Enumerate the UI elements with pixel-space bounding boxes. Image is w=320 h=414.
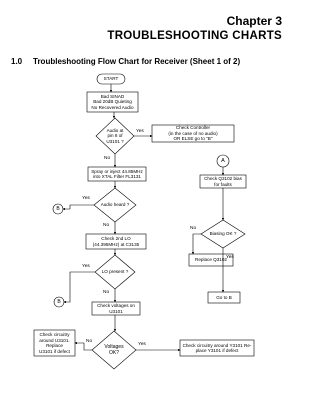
yes-label-lo-present: Yes [82,264,90,269]
start-label: START [103,76,119,82]
check-voltages-text: Check voltages on U3101 [97,303,135,314]
no-label-audio-heard: No [103,223,110,228]
yes-label-biasing: Yes [226,255,234,260]
yes-label-voltages: Yes [138,342,146,347]
check-2nd-lo-text: Check 2nd LO (44.395MHz) at C3135 [92,236,140,247]
replace-q3102-text: Replace Q3102 [195,257,227,263]
page-title: TROUBLESHOOTING CHARTS [107,30,282,42]
chapter-heading: Chapter 3 [226,14,282,28]
connector-b-lower-label: B [57,299,61,305]
spray-inject-text: Spray or inject 44.85MHz into XTAL Filter FL3131 [91,168,143,179]
bad-sinad-text: Bad SINAD Bad 20dB Quieting No Recovered Audio [91,93,134,110]
yes-label-audio-heard: Yes [82,196,90,201]
no-label-lo-present: No [103,290,110,295]
section-number: 1.0 [11,57,23,66]
audio-at-pin-text: Audio at pin 8 of U3101 ? [106,127,124,144]
section-title: Troubleshooting Flow Chart for Receiver (Sheet 1 of 2) [33,57,241,66]
no-label-voltages: No [86,339,93,344]
voltages-ok-text: Voltages OK? [104,344,124,356]
connector-a-label: A [221,157,225,164]
check-q3102-text: Check Q3102 bias for faults [204,176,242,187]
check-circuitry-right-text: Check circuitry around Y3101 Re- place Y3101 if defect [182,342,252,353]
check-circuitry-left-text: Check circuitry around U3101. Replace U3101 if defect [39,332,70,354]
biasing-ok-text: Biasing OK ? [209,231,237,237]
lo-present-text: LO present ? [101,269,129,275]
connector-b-upper-label: B [56,206,60,212]
audio-heard-text: Audio heard ? [100,202,130,208]
no-label-audio-pin: No [104,156,111,161]
no-label-biasing: No [190,226,197,231]
go-to-b-text: Go to B [216,294,232,300]
yes-label-audio-pin: Yes [136,129,144,134]
check-controller-text: Check Controller (in the case of no audio) OR ELSE go to "B" [168,125,218,142]
